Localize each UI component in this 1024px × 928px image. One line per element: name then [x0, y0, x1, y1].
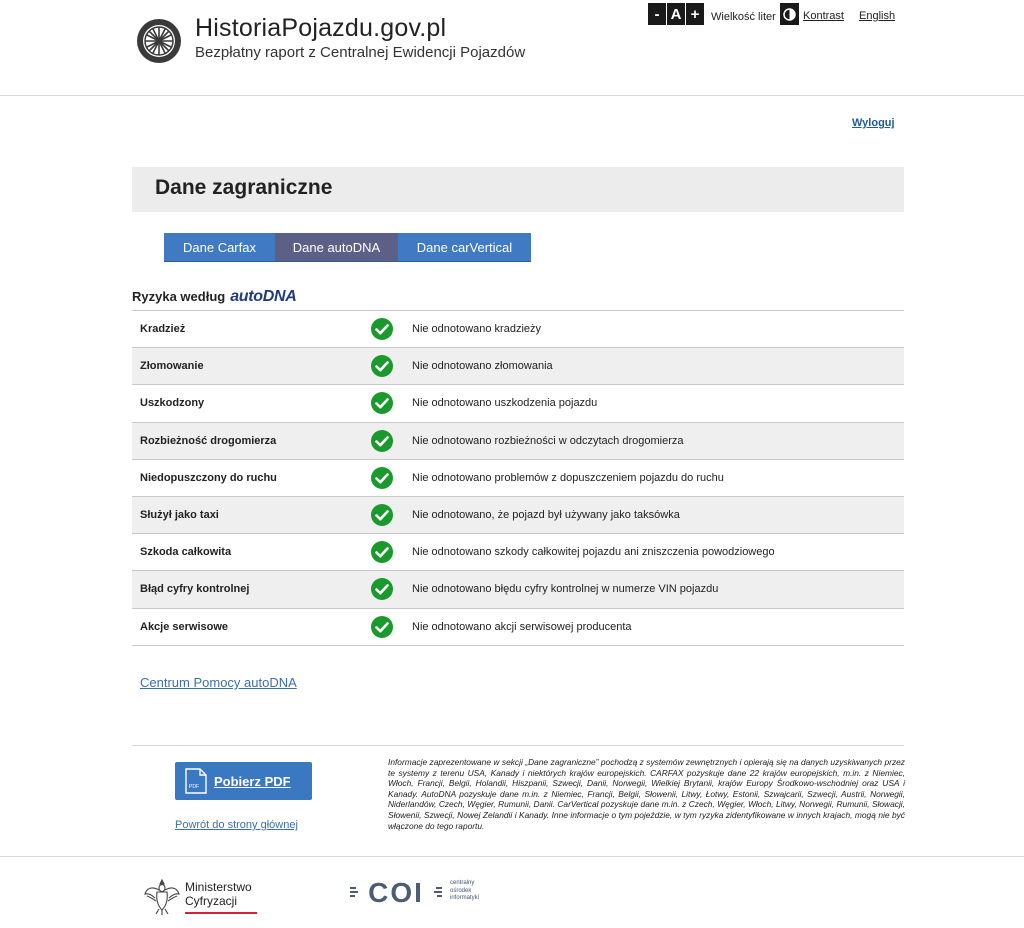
font-decrease-button[interactable]: - — [648, 3, 666, 25]
risk-row — [132, 348, 904, 385]
contrast-link[interactable]: Kontrast — [803, 10, 844, 22]
check-circle-icon — [371, 430, 393, 452]
eagle-emblem-icon[interactable] — [144, 876, 180, 916]
risk-description: Nie odnotowano problemów z dopuszczeniem pojazdu do ruchu — [412, 471, 724, 484]
risk-description: Nie odnotowano akcji serwisowej producenta — [412, 620, 632, 633]
risk-description: Nie odnotowano rozbieżności w odczytach drogomierza — [412, 434, 684, 447]
check-circle-icon — [371, 578, 393, 600]
risk-description: Nie odnotowano uszkodzenia pojazdu — [412, 397, 598, 410]
risk-row — [132, 423, 904, 460]
check-circle-icon — [371, 467, 393, 489]
risk-row — [132, 385, 904, 422]
risk-name: Kradzież — [140, 323, 186, 335]
ministry-logo-text[interactable] — [185, 880, 252, 908]
check-circle-icon — [371, 504, 393, 526]
back-home-link[interactable]: Powrót do strony głównej — [175, 819, 298, 831]
site-header — [0, 0, 1024, 96]
risk-row — [132, 311, 904, 348]
risk-name: Szkoda całkowita — [140, 546, 232, 559]
tab-autodna[interactable]: Dane autoDNA — [275, 233, 398, 262]
font-increase-button[interactable]: + — [686, 3, 704, 25]
coi-line-1: centralny — [450, 880, 475, 886]
autodna-brand-logo: autoDNA — [230, 288, 297, 305]
coi-logo-text — [450, 880, 479, 903]
risk-table — [132, 310, 904, 646]
risk-heading-label: Ryzyka według — [132, 289, 226, 304]
data-disclaimer: Informacje zaprezentowane w sekcji „Dane zagraniczne” pochodzą z systemów zewnętrznych i opierają się na danych uzyskiwanych przez te systemy z terenu USA, Kanady i niektórych krajów europejskich. CARFAX pozyskuje dane 22 krajów europejskich, m.in. z Niemiec, Włoch, Francji, Belgii, Holandii, Hiszpanii, Szwecji, Danii, Norwegii, Wielkiej Brytanii, krajów Europy Środkowo-wschodniej oraz USA i Kanady. AutoDNA pozyskuje dane m.in. z Niemiec, Francji, Belgii, Słowenii, Litwy, Łotwy, Estonii, Szwajcarii, Szwecji, Austrii, Norwegii, Niderlandów, Czech, Węgier, Rumunii, Danii. CarVertical pozyskuje dane m.in. z Czech, Węgier, Włoch, Litwy, Norwegii, Rumunii, Słowacji, Słowenii, Szwecji, Nowej Zelandii i Kanady. Inne informacje o tym pojeździe, w tym ryzyka zidentyfikowane w innych krajach, mogą nie być włączone do tego raportu. — [388, 757, 905, 831]
risk-name: Rozbieżność drogomierza — [140, 434, 277, 447]
risk-name: Uszkodzony — [140, 397, 205, 410]
ministry-line-2: Cyfryzacji — [185, 894, 238, 908]
check-circle-icon — [371, 318, 393, 340]
risk-description: Nie odnotowano błędu cyfry kontrolnej w numerze VIN pojazdu — [412, 583, 719, 596]
coi-line-2: ośrodek — [450, 887, 472, 894]
tab-carfax[interactable]: Dane Carfax — [164, 233, 275, 262]
coi-logo-icon[interactable] — [350, 876, 442, 906]
source-tabs — [164, 233, 531, 262]
contrast-icon[interactable] — [780, 3, 799, 25]
page-title: Dane zagraniczne — [155, 176, 333, 199]
footer-divider — [0, 856, 1024, 857]
risk-description: Nie odnotowano kradzieży — [412, 323, 542, 335]
risk-heading — [132, 288, 297, 306]
pdf-file-icon — [185, 768, 207, 794]
ministry-red-line — [185, 912, 257, 914]
risk-row — [132, 534, 904, 571]
divider — [132, 745, 904, 746]
risk-name: Służył jako taxi — [140, 508, 219, 521]
risk-name: Złomowanie — [140, 360, 204, 373]
svg-text:COI: COI — [368, 877, 424, 906]
download-pdf-label: Pobierz PDF — [214, 773, 291, 789]
svg-text:PDF: PDF — [189, 784, 199, 790]
check-circle-icon — [371, 355, 393, 377]
risk-row — [132, 609, 904, 646]
risk-row — [132, 571, 904, 608]
risk-name: Błąd cyfry kontrolnej — [140, 583, 250, 596]
coi-line-3: informatyki — [450, 895, 480, 901]
download-pdf-button[interactable] — [175, 762, 312, 800]
wheel-logo-icon[interactable] — [136, 18, 182, 64]
risk-description: Nie odnotowano złomowania — [412, 360, 553, 373]
risk-name: Niedopuszczony do ruchu — [140, 471, 277, 484]
risk-name: Akcje serwisowe — [140, 620, 229, 633]
site-subtitle: Bezpłatny raport z Centralnej Ewidencji Pojazdów — [195, 44, 526, 61]
help-center-link[interactable]: Centrum Pomocy autoDNA — [140, 675, 297, 690]
risk-row — [132, 460, 904, 497]
site-title[interactable]: HistoriaPojazdu.gov.pl — [195, 14, 447, 42]
section-header — [132, 167, 904, 212]
tab-carvertical[interactable]: Dane carVertical — [398, 233, 531, 262]
font-size-label: Wielkość liter — [711, 10, 776, 23]
risk-row — [132, 497, 904, 534]
check-circle-icon — [371, 392, 393, 414]
font-reset-button[interactable]: A — [667, 3, 685, 25]
font-size-controls — [648, 3, 776, 25]
risk-description: Nie odnotowano szkody całkowitej pojazdu ani zniszczenia powodziowego — [412, 546, 775, 559]
risk-description: Nie odnotowano, że pojazd był używany jako taksówka — [412, 508, 680, 521]
logout-link[interactable]: Wyloguj — [852, 117, 895, 129]
check-circle-icon — [371, 541, 393, 563]
check-circle-icon — [371, 616, 393, 638]
language-link[interactable]: English — [859, 10, 896, 22]
ministry-line-1: Ministerstwo — [185, 880, 252, 894]
